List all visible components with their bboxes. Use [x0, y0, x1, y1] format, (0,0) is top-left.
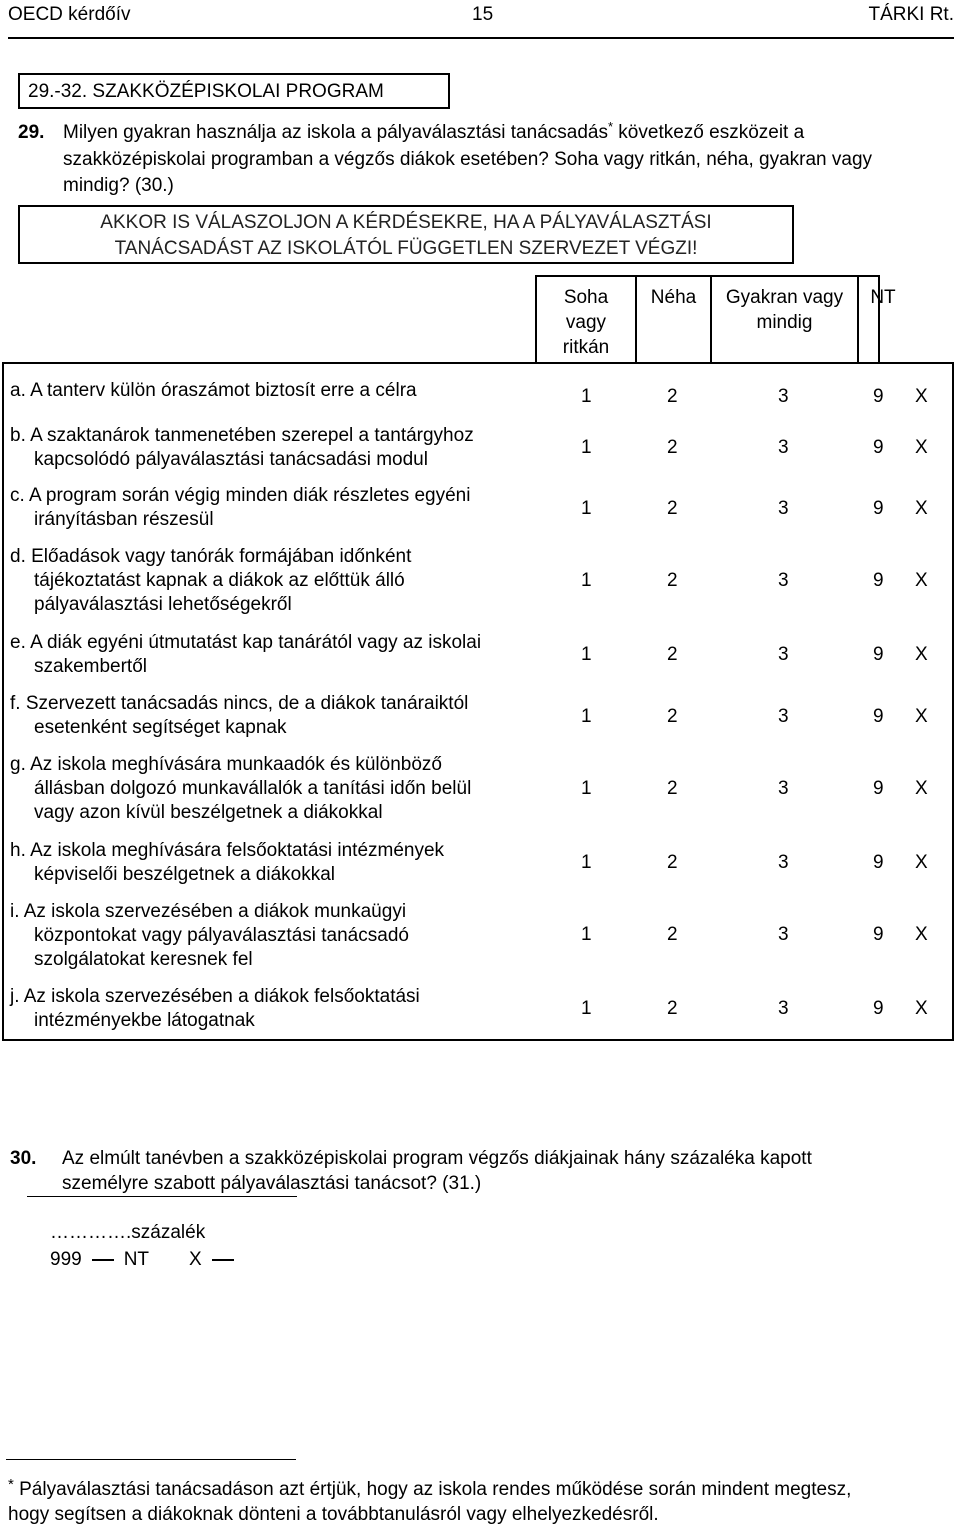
footnote-line-2: hogy segítsen a diákoknak dönteni a továbbtanulásról vagy elhelyezkedésről.	[8, 1504, 659, 1525]
code-1[interactable]: 1	[581, 498, 592, 519]
column-header-rarely	[537, 285, 635, 360]
item-c-line-2: irányításban részesül	[34, 509, 214, 530]
item-h-line-2: képviselői beszélgetnek a diákokkal	[34, 864, 336, 885]
item-g-line-1: g. Az iskola meghívására munkaadók és különböző	[10, 754, 442, 775]
code-3[interactable]: 3	[778, 570, 789, 591]
item-i-line-1: i. Az iskola szervezésében a diákok munkaügyi	[10, 901, 407, 922]
code-3[interactable]: 3	[778, 386, 789, 407]
item-e-line-2: szakembertől	[34, 656, 147, 677]
code-9[interactable]: 9	[873, 924, 884, 945]
item-c	[10, 484, 535, 532]
item-f-line-2: esetenként segítséget kapnak	[34, 717, 287, 738]
code-x[interactable]: X	[189, 1249, 202, 1270]
table-right-border	[952, 362, 954, 1041]
question-30-rule	[27, 1196, 297, 1197]
column-header-rarely-line-2: vagy	[565, 312, 607, 333]
header-left: OECD kérdőív	[8, 4, 131, 25]
item-h-line-1: h. Az iskola meghívására felsőoktatási intézmények	[10, 840, 445, 861]
code-x[interactable]: X	[915, 437, 928, 458]
nt-option-row	[50, 1249, 244, 1271]
code-9[interactable]: 9	[873, 437, 884, 458]
footnote-rule	[6, 1459, 296, 1460]
item-g	[10, 753, 535, 825]
item-e-line-1: e. A diák egyéni útmutatást kap tanárától vagy az iskolai	[10, 632, 482, 653]
dash	[92, 1259, 114, 1261]
item-b-line-2: kapcsolódó pályaválasztási tanácsadási modul	[34, 449, 428, 470]
code-1[interactable]: 1	[581, 706, 592, 727]
instruction-line-1: AKKOR IS VÁLASZOLJON A KÉRDÉSEKRE, HA A PÁLYAVÁLASZTÁSI	[100, 212, 712, 233]
item-d-line-2: tájékoztatást kapnak a diákok az előttük álló	[34, 570, 405, 591]
code-1[interactable]: 1	[581, 778, 592, 799]
code-3[interactable]: 3	[778, 706, 789, 727]
dash	[212, 1259, 234, 1261]
column-header-nt: NT	[870, 287, 896, 308]
code-3[interactable]: 3	[778, 498, 789, 519]
item-j	[10, 985, 535, 1033]
code-2[interactable]: 2	[667, 570, 678, 591]
code-1[interactable]: 1	[581, 437, 592, 458]
item-a-line-1: a. A tanterv külön óraszámot biztosít erre a célra	[10, 380, 417, 401]
code-1[interactable]: 1	[581, 998, 592, 1019]
code-2[interactable]: 2	[667, 778, 678, 799]
question-29-text-3: mindig? (30.)	[63, 175, 174, 196]
item-d-line-1: d. Előadások vagy tanórák formájában időnként	[10, 546, 412, 567]
column-header-sometimes: Néha	[650, 287, 697, 308]
code-x[interactable]: X	[915, 706, 928, 727]
percent-answer-field[interactable]: ………….százalék	[50, 1222, 206, 1243]
item-a	[10, 379, 535, 403]
table-bottom-border	[2, 1039, 954, 1041]
code-3[interactable]: 3	[778, 644, 789, 665]
code-3[interactable]: 3	[778, 852, 789, 873]
item-d-line-3: pályaválasztási lehetőségekről	[34, 594, 292, 615]
question-30-number: 30.	[10, 1148, 37, 1169]
item-d	[10, 545, 535, 617]
footnote-star: *	[8, 1476, 14, 1493]
code-2[interactable]: 2	[667, 644, 678, 665]
column-header-often-line-1: Gyakran vagy	[725, 287, 844, 308]
item-j-line-1: j. Az iskola szervezésében a diákok felsőoktatási	[10, 986, 420, 1007]
header-rule	[8, 37, 954, 39]
code-3[interactable]: 3	[778, 437, 789, 458]
item-i	[10, 900, 535, 972]
code-2[interactable]: 2	[667, 437, 678, 458]
footnote	[8, 1478, 954, 1527]
column-header-often-line-2: mindig	[756, 312, 813, 333]
question-30-text-2: személyre szabott pályaválasztási tanácsot? (31.)	[62, 1173, 482, 1194]
item-b	[10, 424, 535, 472]
item-b-line-1: b. A szaktanárok tanmenetében szerepel a tantárgyhoz	[10, 425, 474, 446]
code-9[interactable]: 9	[873, 570, 884, 591]
code-999[interactable]: 999	[50, 1249, 82, 1270]
code-9[interactable]: 9	[873, 644, 884, 665]
code-x[interactable]: X	[915, 998, 928, 1019]
question-30-text-1: Az elmúlt tanévben a szakközépiskolai program végzős diákjainak hány százaléka kapott	[62, 1148, 812, 1169]
column-header-often	[712, 285, 857, 335]
item-i-line-3: szolgálatokat keresnek fel	[34, 949, 253, 970]
code-2[interactable]: 2	[667, 924, 678, 945]
code-9[interactable]: 9	[873, 778, 884, 799]
code-1[interactable]: 1	[581, 644, 592, 665]
item-f	[10, 692, 535, 740]
code-2[interactable]: 2	[667, 498, 678, 519]
section-title-box	[18, 73, 450, 109]
code-9[interactable]: 9	[873, 852, 884, 873]
item-j-line-2: intézményekbe látogatnak	[34, 1010, 255, 1031]
code-2[interactable]: 2	[667, 852, 678, 873]
header-right: TÁRKI Rt.	[868, 4, 954, 25]
item-f-line-1: f. Szervezett tanácsadás nincs, de a diákok tanáraiktól	[10, 693, 469, 714]
item-i-line-2: központokat vagy pályaválasztási tanácsadó	[34, 925, 409, 946]
item-g-line-3: vagy azon kívül beszélgetnek a diákokkal	[34, 802, 383, 823]
table-left-border	[2, 362, 4, 1041]
code-1[interactable]: 1	[581, 570, 592, 591]
item-h	[10, 839, 535, 887]
instruction-box	[18, 205, 794, 264]
code-9[interactable]: 9	[873, 498, 884, 519]
code-3[interactable]: 3	[778, 998, 789, 1019]
question-29	[18, 120, 956, 199]
code-9[interactable]: 9	[873, 386, 884, 407]
code-1[interactable]: 1	[581, 924, 592, 945]
column-header-rarely-line-3: ritkán	[562, 337, 610, 358]
code-2[interactable]: 2	[667, 706, 678, 727]
section-title: 29.-32. SZAKKÖZÉPISKOLAI PROGRAM	[28, 81, 384, 102]
nt-label: NT	[123, 1249, 150, 1270]
code-1[interactable]: 1	[581, 386, 592, 407]
code-x[interactable]: X	[915, 498, 928, 519]
code-3[interactable]: 3	[778, 924, 789, 945]
question-29-text-1: Milyen gyakran használja az iskola a pályaválasztási tanácsadás	[63, 122, 608, 143]
code-1[interactable]: 1	[581, 852, 592, 873]
code-3[interactable]: 3	[778, 778, 789, 799]
code-x[interactable]: X	[915, 778, 928, 799]
code-x[interactable]: X	[915, 570, 928, 591]
code-9[interactable]: 9	[873, 998, 884, 1019]
question-30	[10, 1146, 956, 1196]
code-2[interactable]: 2	[667, 386, 678, 407]
footnote-line-1: Pályaválasztási tanácsadáson azt értjük, hogy az iskola rendes működése során mindent megtesz,	[13, 1479, 852, 1500]
page-number: 15	[472, 4, 494, 25]
code-9[interactable]: 9	[873, 706, 884, 727]
question-29-text-2: szakközépiskolai programban a végzős diákok esetében? Soha vagy ritkán, néha, gyakran vagy	[63, 149, 873, 170]
code-x[interactable]: X	[915, 386, 928, 407]
item-c-line-1: c. A program során végig minden diák részletes egyéni	[10, 485, 471, 506]
item-e	[10, 631, 535, 679]
item-g-line-2: állásban dolgozó munkavállalók a tanítási időn belül	[34, 778, 472, 799]
code-x[interactable]: X	[915, 852, 928, 873]
column-header-rarely-line-1: Soha	[563, 287, 609, 308]
instruction-line-2: TANÁCSADÁST AZ ISKOLÁTÓL FÜGGETLEN SZERVEZET VÉGZI!	[114, 238, 698, 259]
code-x[interactable]: X	[915, 644, 928, 665]
footnote-marker: *	[607, 119, 614, 134]
code-x[interactable]: X	[915, 924, 928, 945]
code-2[interactable]: 2	[667, 998, 678, 1019]
question-29-number: 29.	[18, 122, 45, 143]
question-29-text-1b: következő eszközeit a	[613, 122, 805, 143]
table-top-border	[2, 362, 954, 364]
